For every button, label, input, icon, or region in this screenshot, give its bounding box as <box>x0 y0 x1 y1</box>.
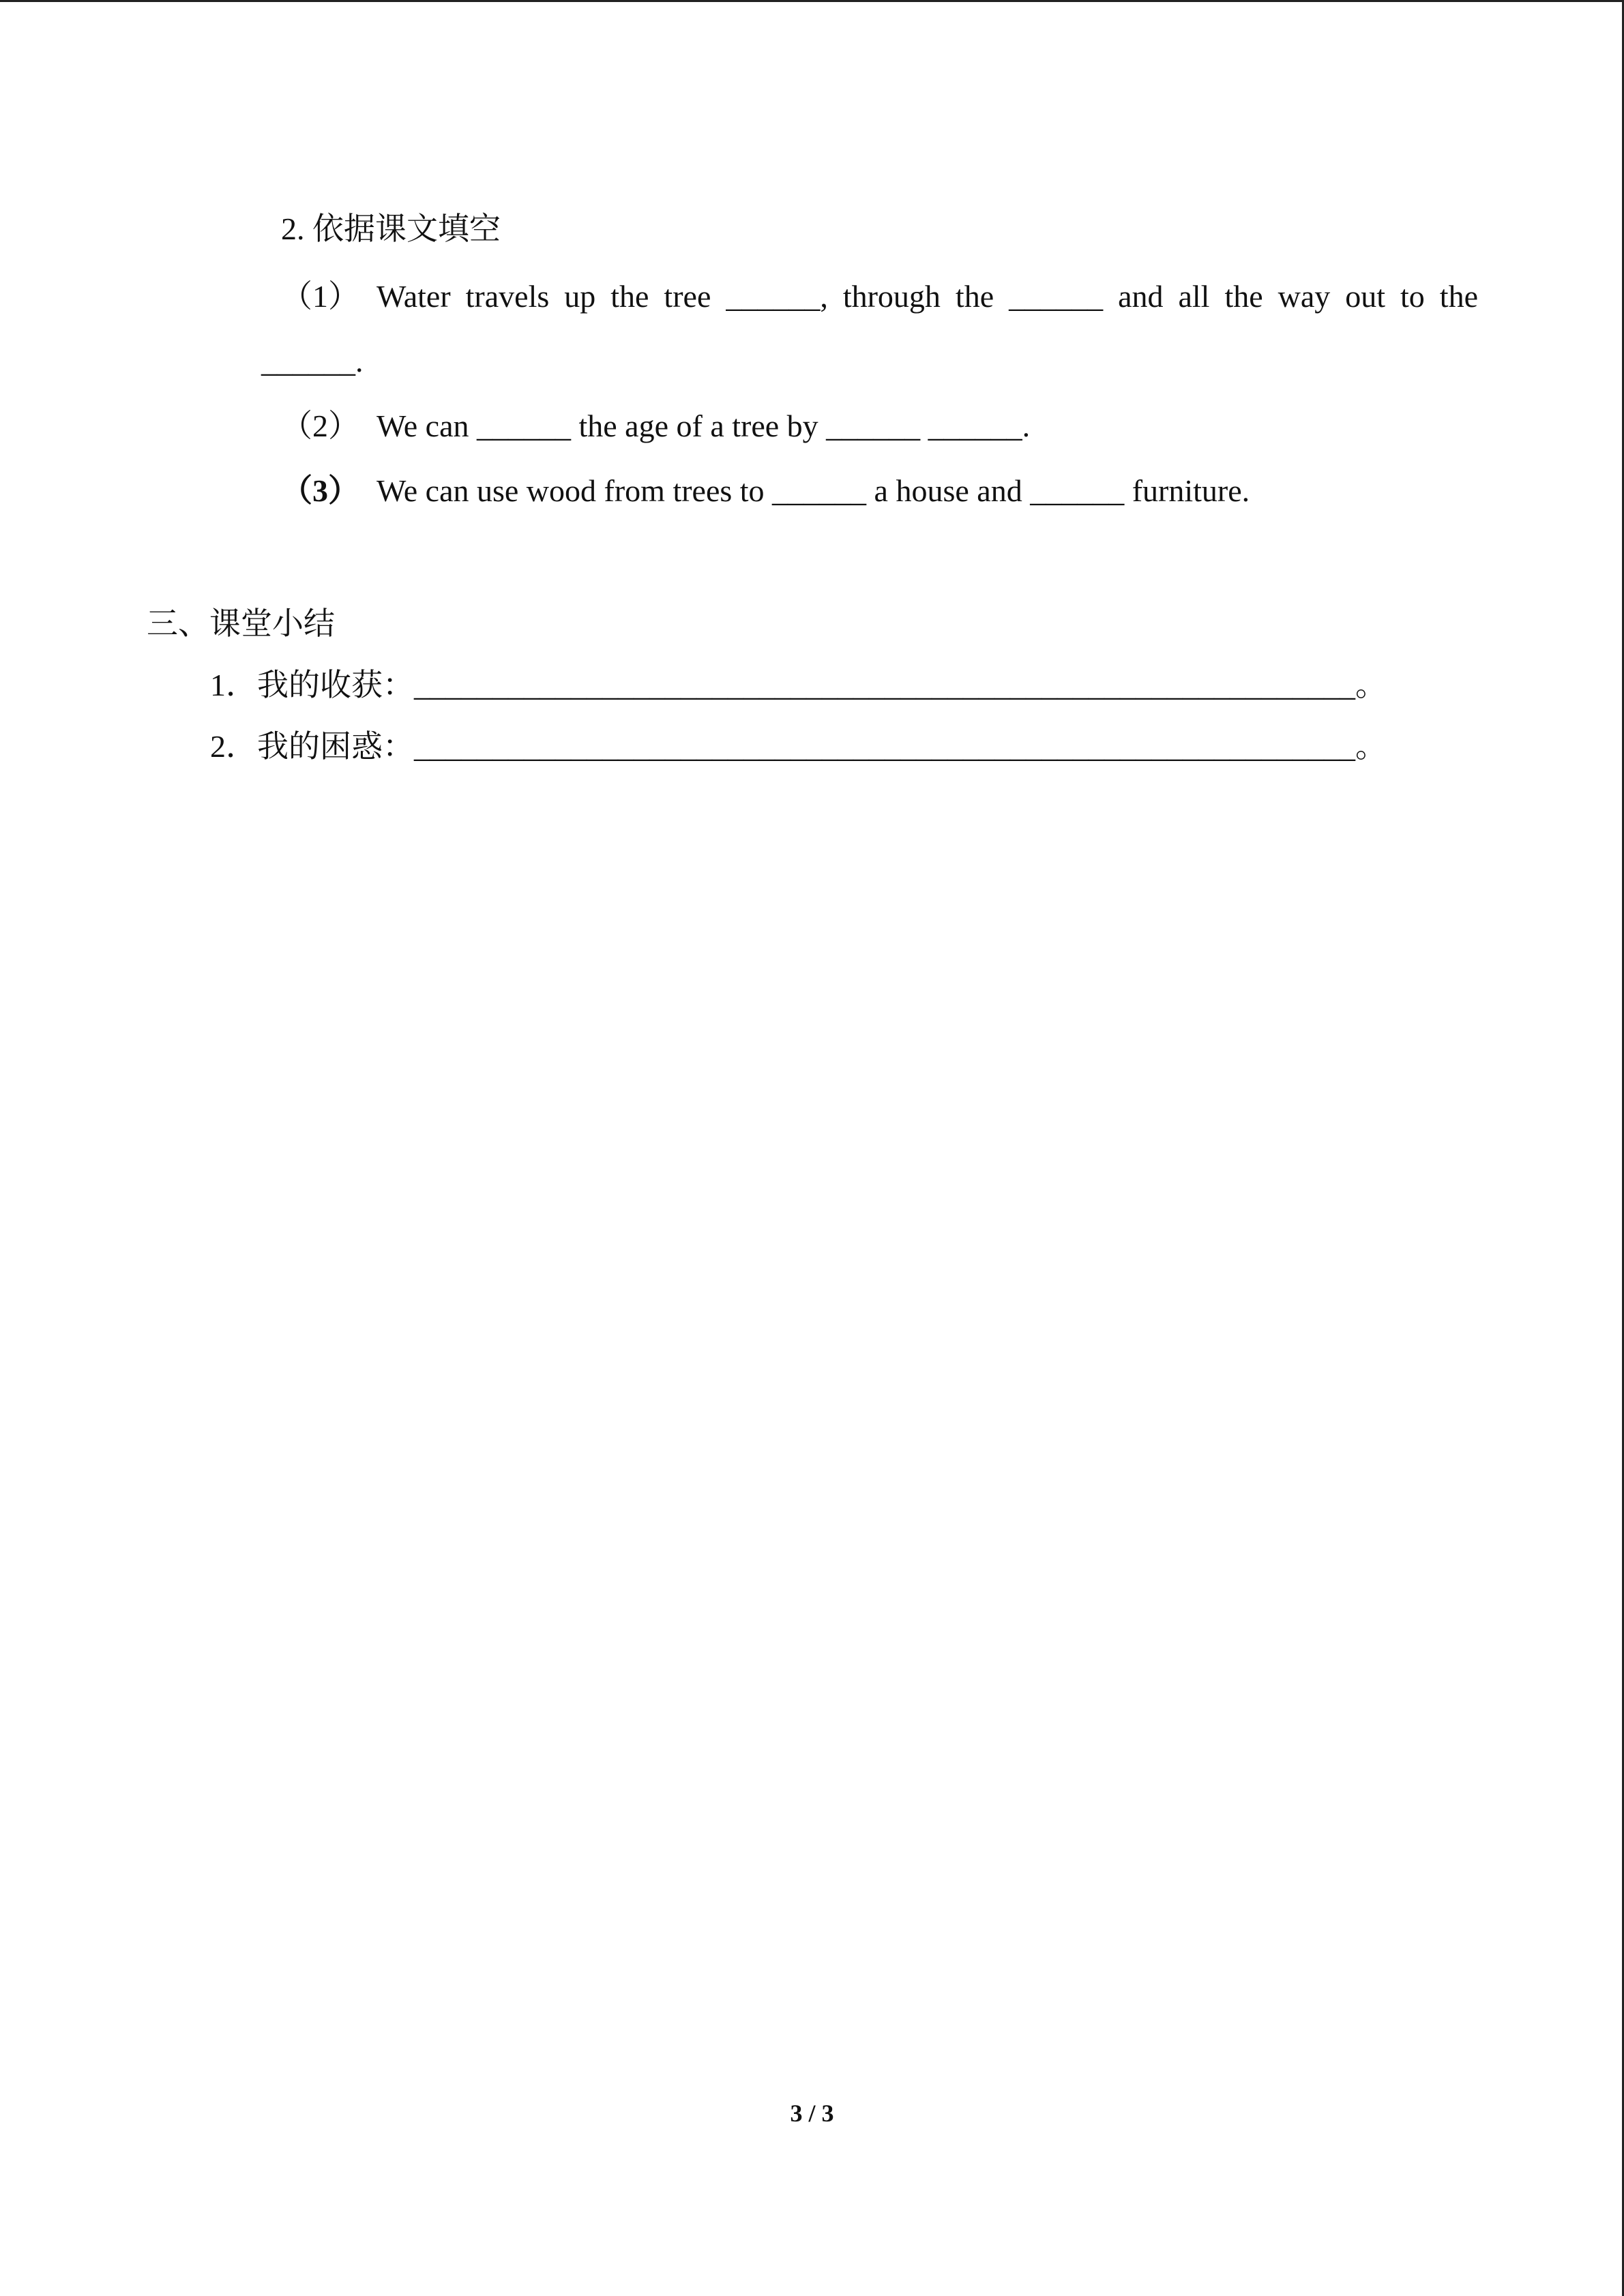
page-border-top <box>0 0 1624 2</box>
question-1-continuation: ______. <box>261 344 364 378</box>
question-3-text: We can use wood from trees to ______ a house and ______ furniture. <box>377 473 1250 508</box>
page-number: 3 / 3 <box>790 2100 834 2127</box>
summary-gains-line: 1．我的收获：____________________________________________________________。 <box>210 668 1387 702</box>
question-1-text: Water travels up the tree ______, through the ______ and all the way out to the <box>377 279 1478 314</box>
section2-heading: 2. 依据课文填空 <box>281 211 501 246</box>
summary-confusions-line: 2．我的困惑：____________________________________________________________。 <box>210 729 1387 764</box>
section3-heading: 三、课堂小结 <box>147 606 335 641</box>
question-1-number: （1） <box>281 279 359 314</box>
question-2-text: We can ______ the age of a tree by ______ ______. <box>377 408 1031 443</box>
question-2-number: （2） <box>281 408 359 443</box>
question-3-number: （3） <box>281 473 359 508</box>
